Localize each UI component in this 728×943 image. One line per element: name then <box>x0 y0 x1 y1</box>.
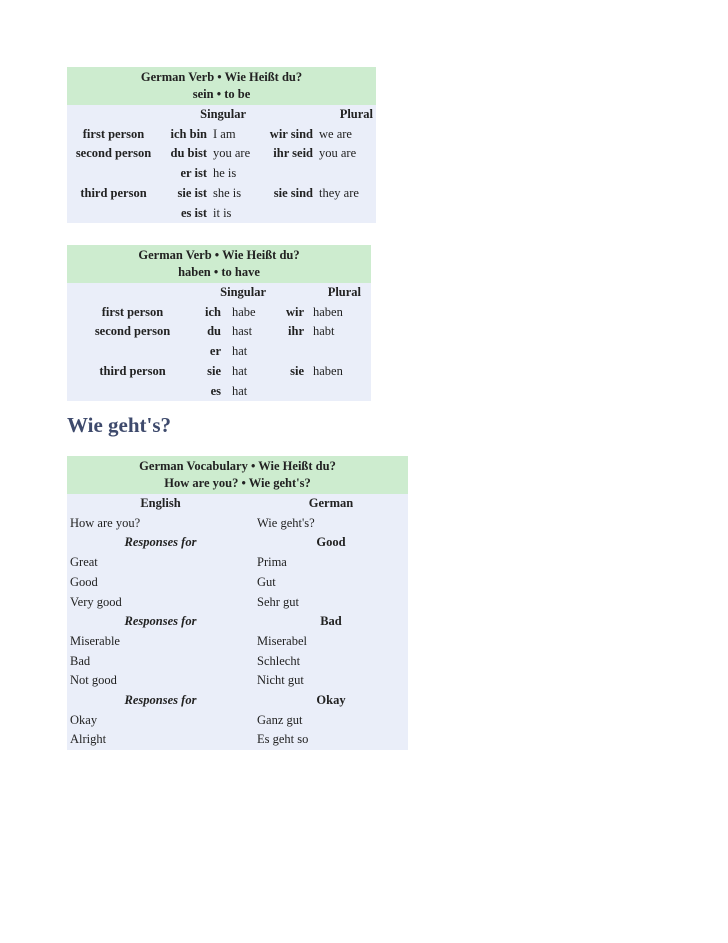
german-cell: Sehr gut <box>254 593 408 613</box>
plural-english <box>307 382 371 402</box>
haben-conjugation-table <box>67 245 371 401</box>
person-label: second person <box>67 322 198 342</box>
singular-german: sie ist <box>160 184 210 204</box>
table-subtitle: sein • to be <box>192 87 251 101</box>
plural-german: ihr <box>278 322 307 342</box>
singular-english: I am <box>210 125 262 145</box>
english-cell: Alright <box>67 730 254 750</box>
plural-german: sie <box>278 362 307 382</box>
group-header-row <box>67 691 408 711</box>
section-heading: Wie geht's? <box>67 413 172 437</box>
german-cell: Miserabel <box>254 632 408 652</box>
english-cell: How are you? <box>67 514 254 534</box>
english-cell: Bad <box>67 652 254 672</box>
group-label: Responses for <box>67 533 254 553</box>
singular-german: er <box>198 342 224 362</box>
english-cell: Miserable <box>67 632 254 652</box>
singular-english: it is <box>210 204 262 224</box>
german-cell: Nicht gut <box>254 671 408 691</box>
german-cell: Wie geht's? <box>254 514 408 534</box>
table-row <box>67 184 376 204</box>
plural-english: habt <box>307 322 371 342</box>
table-row <box>67 652 408 672</box>
german-cell: Gut <box>254 573 408 593</box>
english-cell: Good <box>67 573 254 593</box>
singular-english: hat <box>224 382 278 402</box>
german-cell: Prima <box>254 553 408 573</box>
table-row <box>67 164 376 184</box>
table-row <box>67 632 408 652</box>
person-label <box>67 164 160 184</box>
column-header-english: English <box>67 494 254 514</box>
german-cell: Ganz gut <box>254 711 408 731</box>
table-row <box>67 671 408 691</box>
table-title: German Verb • Wie Heißt du? <box>140 70 303 84</box>
column-header-row <box>67 494 408 514</box>
group-label: Responses for <box>67 612 254 632</box>
english-cell: Okay <box>67 711 254 731</box>
german-cell: Schlecht <box>254 652 408 672</box>
column-header-row <box>67 105 376 125</box>
person-label <box>67 204 160 224</box>
table-row <box>67 303 371 323</box>
plural-english: they are <box>316 184 376 204</box>
table-header <box>67 67 376 105</box>
person-label: third person <box>67 184 160 204</box>
group-category: Good <box>254 533 408 553</box>
column-header-plural: Plural <box>262 105 376 125</box>
table-row <box>67 362 371 382</box>
singular-german: es ist <box>160 204 210 224</box>
table-title: German Vocabulary • Wie Heißt du? <box>139 459 336 473</box>
plural-english: haben <box>307 362 371 382</box>
plural-german: sie sind <box>262 184 316 204</box>
person-label: first person <box>67 303 198 323</box>
group-category: Okay <box>254 691 408 711</box>
singular-english: hat <box>224 362 278 382</box>
plural-german <box>278 342 307 362</box>
table-header <box>67 245 371 283</box>
english-cell: Very good <box>67 593 254 613</box>
table-row <box>67 514 408 534</box>
singular-german: er ist <box>160 164 210 184</box>
singular-english: hat <box>224 342 278 362</box>
table-row <box>67 322 371 342</box>
column-header-german: German <box>254 494 408 514</box>
table-row <box>67 593 408 613</box>
table-header <box>67 456 408 494</box>
sein-conjugation-table <box>67 67 376 223</box>
table-row <box>67 382 371 402</box>
table-row <box>67 711 408 731</box>
singular-german: du bist <box>160 144 210 164</box>
table-title: German Verb • Wie Heißt du? <box>138 248 300 262</box>
table-row <box>67 342 371 362</box>
person-label: second person <box>67 144 160 164</box>
group-category: Bad <box>254 612 408 632</box>
singular-german: ich <box>198 303 224 323</box>
english-cell: Not good <box>67 671 254 691</box>
plural-german <box>262 204 316 224</box>
plural-german: ihr seid <box>262 144 316 164</box>
singular-german: ich bin <box>160 125 210 145</box>
singular-english: habe <box>224 303 278 323</box>
plural-english <box>316 204 376 224</box>
plural-german <box>278 382 307 402</box>
plural-english <box>316 164 376 184</box>
singular-english: he is <box>210 164 262 184</box>
person-label <box>67 342 198 362</box>
column-header-singular: Singular <box>198 283 278 303</box>
table-subtitle: haben • to have <box>178 265 260 279</box>
plural-english: we are <box>316 125 376 145</box>
person-label: third person <box>67 362 198 382</box>
plural-english: you are <box>316 144 376 164</box>
singular-german: du <box>198 322 224 342</box>
person-label <box>67 382 198 402</box>
table-row <box>67 144 376 164</box>
table-row <box>67 204 376 224</box>
table-row <box>67 730 408 750</box>
plural-german: wir <box>278 303 307 323</box>
column-header-row <box>67 283 371 303</box>
singular-german: sie <box>198 362 224 382</box>
table-row <box>67 573 408 593</box>
plural-english <box>307 342 371 362</box>
group-header-row <box>67 533 408 553</box>
group-label: Responses for <box>67 691 254 711</box>
singular-english: you are <box>210 144 262 164</box>
plural-english: haben <box>307 303 371 323</box>
plural-german <box>262 164 316 184</box>
person-label: first person <box>67 125 160 145</box>
singular-german: es <box>198 382 224 402</box>
german-cell: Es geht so <box>254 730 408 750</box>
singular-english: hast <box>224 322 278 342</box>
table-row <box>67 125 376 145</box>
table-subtitle: How are you? • Wie geht's? <box>164 476 311 490</box>
plural-german: wir sind <box>262 125 316 145</box>
column-header-singular: Singular <box>160 105 262 125</box>
english-cell: Great <box>67 553 254 573</box>
column-header-plural: Plural <box>278 283 371 303</box>
vocabulary-table <box>67 456 408 750</box>
group-header-row <box>67 612 408 632</box>
table-row <box>67 553 408 573</box>
singular-english: she is <box>210 184 262 204</box>
